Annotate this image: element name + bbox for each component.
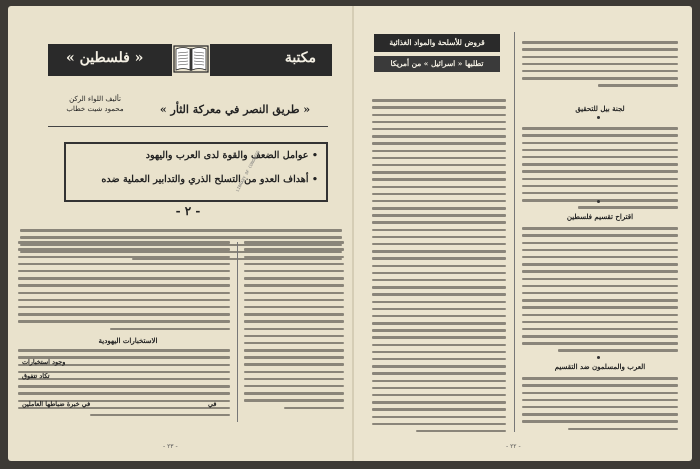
author-line-1: تأليف اللواء الركن xyxy=(69,95,121,103)
section-head-jewish-intelligence: الاستخبارات اليهودية xyxy=(98,336,158,345)
loan-subtitle-box: تطلبها « اسرائيل » من أمريكا xyxy=(374,56,500,72)
arabs-text xyxy=(522,376,678,434)
topic-line-1: • عوامل الضعف والقوة لدى العرب واليهود xyxy=(145,150,318,161)
left-page xyxy=(8,6,352,461)
part-number: - ٢ - xyxy=(175,204,201,218)
right-page xyxy=(354,6,692,461)
right-page-left-lines xyxy=(372,98,506,436)
library-stamp: LIBRARY OF CONGRESS xyxy=(234,149,261,193)
banner-right-word: مكتبة xyxy=(284,50,316,66)
section-bullet-1 xyxy=(597,116,600,119)
partition-text xyxy=(522,226,678,355)
loan-title-box: قروض للأسلحة والمواد الغذائية xyxy=(374,34,500,52)
section-head-partition-proposal: اقتراح تقسيم فلسطين xyxy=(566,212,634,221)
left-page-left-column xyxy=(18,240,230,333)
right-top-lines xyxy=(522,40,678,90)
left-page-right-column xyxy=(244,240,344,413)
section-bullet-2 xyxy=(597,200,600,203)
right-page-number: - ٢٢ - xyxy=(506,443,521,450)
left-column-lines xyxy=(18,240,230,333)
bold-phrase-2: تكاد تتفوق xyxy=(22,372,50,380)
peel-lines xyxy=(522,126,678,212)
section-head-peel-commission: لجنة بيل للتحقيق xyxy=(575,104,625,113)
topic-line-2: • أهداف العدو من التسلح الذري والتدابير العملية ضده xyxy=(101,174,318,185)
bold-phrase-1: وجود استخبارات xyxy=(22,358,66,366)
author-block xyxy=(52,94,138,114)
bold-phrase-3: في خبرة ضباطها العاملين xyxy=(22,400,91,408)
right-column-lines xyxy=(244,240,344,413)
peel-commission-text xyxy=(522,126,678,212)
open-book-icon xyxy=(172,40,210,78)
right-page-left-column xyxy=(372,98,506,436)
section-bullet-3 xyxy=(597,356,600,359)
column-divider xyxy=(237,242,238,422)
right-page-right-column-top xyxy=(522,40,678,90)
banner-left-word: « فلسطين » xyxy=(66,50,144,66)
section-head-arabs-against-partition: العرب والمسلمون ضد التقسيم xyxy=(554,362,646,371)
left-page-number: - ٢٣ - xyxy=(163,443,178,450)
author-line-2: محمود شيت خطاب xyxy=(66,105,124,113)
title-rule xyxy=(48,126,328,127)
bold-phrase-4: في xyxy=(208,400,217,408)
arabs-lines xyxy=(522,376,678,434)
partition-lines xyxy=(522,226,678,355)
right-column-divider xyxy=(514,32,515,432)
library-banner xyxy=(48,44,332,76)
book-title: « طريق النصر في معركة الثأر » xyxy=(159,103,311,116)
